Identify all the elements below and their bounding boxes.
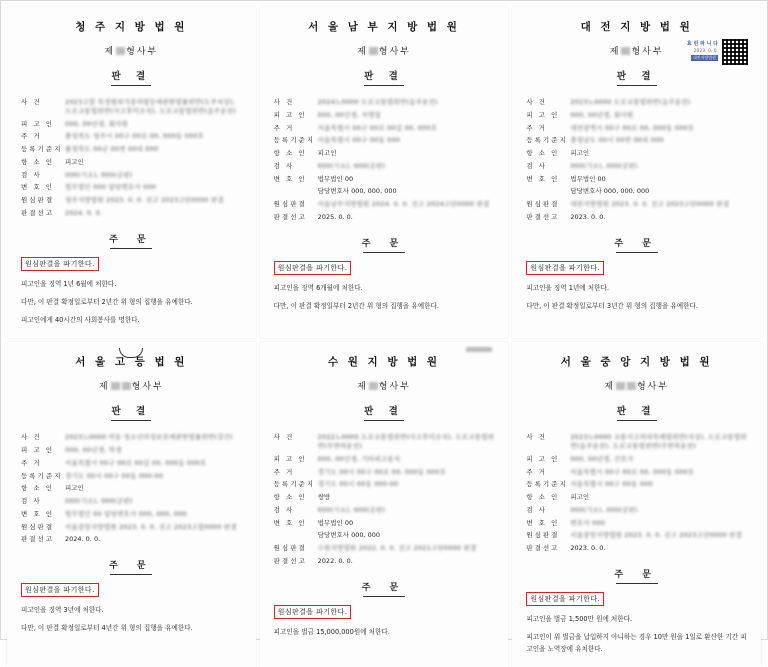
field-value: 000(기소), 000(공판)	[317, 505, 386, 514]
field-value: 000(기소), 000(공판)	[65, 497, 133, 506]
order-rule	[616, 252, 658, 253]
redacted-block	[111, 382, 120, 390]
field-value: 2023. 0. 0.	[570, 212, 606, 221]
field-value: 000, 00년생, 간호사	[570, 454, 634, 463]
division-name: 제 형사부	[357, 382, 411, 393]
field-row	[526, 213, 747, 222]
field-label: 피 고 인	[526, 454, 560, 463]
field-value: 000(기소), 000(공판)	[570, 505, 638, 514]
field-row	[526, 98, 747, 107]
field-row	[526, 162, 747, 171]
field-label: 등록기준지	[21, 471, 63, 480]
field-value: 2024노0000 도로교통법위반(음주운전)	[317, 98, 438, 106]
field-label: 피 고 인	[273, 110, 307, 119]
field-row	[274, 544, 495, 553]
field-label: 항 소 인	[526, 493, 560, 502]
highlighted-ruling: 원심판결을 파기한다.	[274, 261, 352, 275]
field-value: 2024. 0. 0.	[65, 535, 101, 544]
order-rule	[110, 248, 152, 249]
redacted-header-mark	[466, 347, 492, 352]
field-value: 법무법인 000 담당변호사 000	[65, 183, 157, 192]
field-label: 등록기준지	[21, 145, 63, 154]
document-card-4[interactable]	[7, 342, 256, 667]
field-label: 피 고 인	[526, 110, 560, 119]
order-rule	[616, 583, 658, 584]
field-row	[21, 535, 242, 544]
field-value: 000, 00년생, 회사원	[65, 119, 129, 128]
field-value: 변호사 000	[570, 518, 606, 527]
field-value: 000, 00년생, 기타피고용자	[317, 454, 401, 463]
field-row	[21, 158, 242, 167]
redacted-block	[116, 47, 125, 55]
title-rule	[617, 85, 657, 86]
title-rule	[364, 420, 404, 421]
field-value: 서울특별시 00구 00동 000	[570, 480, 653, 489]
ruling-paragraph: 피고인을 징역 1년에 처한다.	[526, 283, 609, 292]
field-row	[21, 183, 242, 192]
court-name: 대 전 지 방 법 원	[580, 21, 693, 33]
field-row	[21, 446, 242, 455]
redacted-block	[616, 382, 625, 390]
order-rule	[363, 596, 405, 597]
field-label: 변 호 인	[21, 509, 54, 518]
field-value: 청주지방법원 2023. 0. 0. 선고 2023고단0000 판결	[65, 196, 224, 205]
field-label: 사 건	[21, 98, 42, 106]
field-row	[526, 480, 747, 489]
field-value: 서울특별시 00구 00동 000	[317, 136, 401, 145]
field-row	[21, 510, 242, 519]
field-value: 충청북도 00군 00면 00리 000	[65, 145, 159, 154]
field-value: 2023노0000 아동·청소년의성보호에관한법률위반(강간)	[65, 433, 233, 442]
field-label: 피 고 인	[273, 454, 307, 463]
field-label: 주 거	[526, 123, 547, 132]
field-value: 법무법인 00	[317, 174, 354, 183]
field-label: 항 소 인	[21, 484, 54, 493]
field-list	[274, 433, 495, 565]
ruling-paragraph: 피고인이 위 벌금을 납입하지 아니하는 경우 10만 원을 1일로 환산한 기간 피고인을 노역장에 유치한다.	[526, 633, 747, 654]
field-list	[526, 98, 747, 222]
division-name: 제 형사부	[104, 47, 159, 57]
field-value: 2024. 0. 0.	[65, 208, 103, 217]
field-label: 원심판결	[526, 531, 560, 540]
field-value: 경기도 00시 00구 00로 00, 000동 000호	[317, 467, 447, 476]
field-value: 피고인	[65, 484, 84, 493]
ruling-paragraph: 피고인을 징역 3년에 처한다.	[21, 606, 104, 615]
field-value: 000(기소), 000(공판)	[570, 161, 638, 170]
field-label: 검 사	[273, 161, 295, 170]
document-grid	[7, 7, 761, 654]
field-label: 검 사	[273, 505, 295, 514]
field-row	[526, 200, 747, 209]
field-value: 서울특별시 00구 00로 00길 00, 000호	[317, 123, 438, 132]
order-heading: 주 문	[361, 238, 407, 249]
field-value: 피고인	[317, 149, 337, 158]
field-label: 판결선고	[21, 208, 55, 217]
field-label: 주 거	[526, 467, 547, 476]
field-label: 검 사	[21, 497, 42, 506]
field-label: 변 호 인	[273, 518, 307, 527]
field-row	[274, 455, 495, 464]
field-label: 검 사	[21, 170, 42, 179]
field-row	[274, 200, 495, 209]
field-label: 변 호 인	[21, 183, 54, 192]
field-row	[526, 519, 747, 528]
field-value: 서울중앙지방법원 2023. 0. 0. 선고 2023고단0000 판결	[570, 531, 743, 540]
field-row	[526, 455, 747, 464]
court-name: 청 주 지 방 법 원	[75, 21, 188, 33]
field-value: 법무법인 00	[317, 518, 354, 527]
field-row	[274, 98, 495, 107]
highlighted-ruling: 원심판결을 파기한다.	[526, 261, 604, 275]
judgment-title: 판 결	[616, 406, 657, 418]
field-value: 000, 00년생, 학생	[65, 445, 122, 454]
field-row	[274, 187, 495, 196]
field-value: 000, 00년생, 자영업	[317, 110, 381, 119]
order-heading: 주 문	[361, 582, 407, 593]
field-label: 사 건	[21, 433, 42, 442]
field-row	[526, 124, 747, 133]
field-row	[21, 209, 242, 218]
field-label: 사 건	[273, 433, 295, 442]
field-value: 피고인	[65, 157, 84, 166]
seal-line-1: 효 린 파 니 다	[686, 41, 718, 47]
redacted-block	[369, 47, 378, 55]
title-rule	[111, 420, 151, 421]
field-row	[274, 162, 495, 171]
field-label: 등록기준지	[526, 480, 568, 489]
field-row	[21, 120, 242, 129]
field-label: 판결선고	[526, 544, 560, 553]
field-label: 주 거	[21, 458, 42, 467]
field-label: 등록기준지	[273, 480, 316, 489]
field-value: 피고인	[570, 493, 590, 502]
field-row	[526, 506, 747, 515]
title-rule	[111, 85, 151, 86]
seal-line-2: 2023. 0. 0.	[693, 48, 718, 54]
seal-text	[683, 41, 718, 63]
field-row	[21, 472, 242, 481]
field-row	[526, 531, 747, 540]
field-label: 검 사	[526, 505, 547, 514]
field-row	[274, 433, 495, 451]
field-value: 수원지방법원 2022. 0. 0. 선고 2021고단0000 판결	[317, 544, 477, 553]
field-label: 원심판결	[21, 522, 55, 531]
field-value: 2025. 0. 0.	[317, 212, 353, 221]
judgment-title: 판 결	[111, 71, 152, 82]
title-rule	[617, 420, 657, 421]
field-row	[526, 544, 747, 553]
field-value: 2023고합 특정범죄가중처벌등에관한법률위반(도주치상), 도로교통법위반(사고후미조치), 도로교통법위반(음주운전)	[65, 98, 236, 115]
field-list	[526, 433, 747, 553]
field-value: 000, 00년생, 회사원	[570, 110, 634, 119]
order-rule	[363, 252, 405, 253]
division-name: 제 형사부	[609, 47, 664, 57]
field-value: 충청북도 청주시 00구 00로 00, 000동 000호	[65, 132, 205, 141]
field-value: 대전지방법원 2023. 0. 0. 선고 2023고단0000 판결	[570, 200, 730, 209]
field-row	[274, 493, 495, 502]
field-row	[526, 111, 747, 120]
field-label: 판결선고	[526, 212, 560, 221]
field-value: 2023노0000 교통사고처리특례법위반(치상), 도로교통법위반(음주운전), 도로교통법위반(무면허운전)	[570, 433, 747, 450]
field-value: 담당변호사 000, 000	[317, 531, 381, 540]
court-name: 서 울 중 앙 지 방 법 원	[560, 356, 713, 369]
document-card-2[interactable]	[260, 7, 509, 338]
field-row	[526, 136, 747, 145]
field-row	[274, 480, 495, 489]
document-card-5[interactable]	[260, 342, 509, 667]
qr-code-icon	[721, 38, 749, 66]
redacted-block	[122, 382, 131, 390]
field-row	[526, 175, 747, 184]
field-label: 원심판결	[273, 200, 307, 209]
field-value: 법무법인 00 담당변호사 000, 000, 000	[65, 509, 187, 518]
field-row	[274, 531, 495, 540]
document-card-6[interactable]	[512, 342, 761, 667]
ruling-paragraph: 피고인을 징역 1년 6월에 처한다.	[21, 279, 117, 288]
division-name: 제 형사부	[98, 382, 164, 393]
field-label: 원심판결	[21, 196, 55, 205]
field-value: 2023. 0. 0.	[570, 544, 606, 553]
division-name: 제 형사부	[604, 382, 670, 393]
field-row	[21, 497, 242, 506]
field-value: 담당변호사 000, 000, 000	[570, 187, 650, 196]
field-value: 법무법인 00	[570, 174, 606, 183]
court-name: 수 원 지 방 법 원	[327, 356, 441, 369]
field-row	[526, 468, 747, 477]
order-rule	[110, 574, 152, 575]
judgment-title: 판 결	[364, 406, 404, 418]
field-value: 서울중앙지방법원 2023. 0. 0. 선고 2023고합0000 판결	[65, 522, 237, 531]
field-row	[274, 124, 495, 133]
field-label: 변 호 인	[526, 174, 560, 183]
judgment-title: 판 결	[616, 71, 657, 82]
ruling-paragraph: 피고인을 벌금 15,000,000원에 처한다.	[273, 627, 390, 636]
field-label: 항 소 인	[273, 149, 307, 158]
field-row	[21, 98, 242, 116]
title-rule	[364, 85, 404, 86]
order-heading: 주 문	[109, 234, 154, 245]
field-label: 판결선고	[273, 556, 307, 565]
field-label: 변 호 인	[273, 174, 307, 183]
field-label: 주 거	[273, 123, 295, 132]
field-value: 2022. 0. 0.	[317, 556, 353, 565]
ruling-paragraph: 다만, 이 판결 확정일부터 2년간 위 형의 집행을 유예한다.	[273, 301, 439, 310]
field-value: 서울특별시 00구 00로 00길 00, 000동 000호	[65, 458, 207, 467]
redacted-block	[369, 382, 378, 390]
ruling-paragraph: 피고인을 징역 6개월에 처한다.	[273, 283, 363, 292]
field-label: 사 건	[526, 433, 547, 442]
field-row	[21, 433, 242, 442]
ruling-paragraph: 피고인에게 40시간의 사회봉사를 명한다.	[21, 316, 140, 325]
field-value: 충청남도 00시 00면 00리 000	[570, 136, 664, 145]
field-value: 2023노0000 도로교통법위반(음주운전)	[570, 98, 691, 106]
order-heading: 주 문	[109, 561, 154, 572]
field-value: 서울특별시 00구 00로 00, 000동 000호	[570, 467, 695, 476]
field-value: 서울남부지방법원 2024. 0. 0. 선고 2024고단0000 판결	[317, 200, 490, 209]
field-label: 항 소 인	[526, 149, 560, 158]
highlighted-ruling: 원심판결을 파기한다.	[274, 605, 352, 619]
field-label: 원심판결	[526, 200, 560, 209]
field-value: 2022노0000 도로교통법위반(사고후미조치), 도로교통법위반(무면허운전)	[317, 433, 495, 450]
division-name: 제 형사부	[357, 47, 411, 57]
field-list	[21, 433, 242, 544]
document-card-1[interactable]	[7, 7, 256, 338]
field-row	[21, 145, 242, 154]
court-name: 서 울 남 부 지 방 법 원	[308, 21, 460, 33]
field-value: 경기도 00시 00구 00동 000-00	[65, 471, 164, 480]
field-label: 판결선고	[273, 212, 307, 221]
field-label: 피 고 인	[21, 119, 54, 128]
field-label: 등록기준지	[273, 136, 316, 145]
field-label: 항 소 인	[273, 493, 307, 502]
field-value: 쌍방	[317, 493, 331, 502]
field-row	[274, 506, 495, 515]
field-label: 변 호 인	[526, 518, 560, 527]
field-label: 검 사	[526, 161, 547, 170]
field-row	[526, 493, 747, 502]
field-row	[274, 213, 495, 222]
field-row	[526, 433, 747, 451]
order-heading: 주 문	[614, 569, 659, 580]
electronic-seal	[683, 37, 749, 67]
redacted-block	[627, 382, 636, 390]
ruling-paragraph: 피고인을 벌금 1,500만 원에 처한다.	[526, 614, 633, 623]
field-row	[21, 196, 242, 205]
field-row	[274, 468, 495, 477]
field-value: 대전광역시 00구 00로 00, 000동 000호	[570, 123, 695, 132]
field-row	[274, 175, 495, 184]
field-row	[21, 459, 242, 468]
ruling-paragraph: 다만, 이 판결 확정일로부터 3년간 위 형의 집행을 유예한다.	[526, 301, 698, 310]
field-label: 등록기준지	[526, 136, 568, 145]
highlighted-ruling: 원심판결을 파기한다.	[526, 592, 604, 606]
document-card-3[interactable]	[512, 7, 761, 338]
field-row	[274, 557, 495, 566]
highlighted-ruling: 원심판결을 파기한다.	[21, 257, 99, 271]
field-label: 항 소 인	[21, 157, 54, 166]
field-list	[21, 98, 242, 218]
field-row	[274, 136, 495, 145]
field-label: 주 거	[273, 467, 295, 476]
field-row	[21, 484, 242, 493]
field-label: 사 건	[526, 98, 547, 106]
redacted-block	[621, 47, 630, 55]
judgment-title: 판 결	[111, 406, 152, 418]
field-row	[21, 132, 242, 141]
court-name: 서 울 고 등 법 원	[75, 356, 188, 369]
field-value: 경기도 00시 00동 000-00	[317, 480, 399, 489]
field-label: 판결선고	[21, 535, 55, 544]
field-label: 원심판결	[273, 544, 307, 553]
field-value: 피고인	[570, 149, 590, 158]
field-row	[526, 187, 747, 196]
field-row	[526, 149, 747, 158]
ruling-paragraph: 다만, 이 판결 확정일로부터 4년간 위 형의 집행을 유예한다.	[21, 624, 193, 633]
field-label: 주 거	[21, 132, 42, 141]
judgment-title: 판 결	[364, 71, 404, 82]
field-row	[21, 171, 242, 180]
field-row	[274, 111, 495, 120]
highlighted-ruling: 원심판결을 파기한다.	[21, 583, 99, 597]
field-value: 000(기소), 000(공판)	[65, 170, 133, 179]
field-label: 피 고 인	[21, 445, 54, 454]
field-list	[274, 98, 495, 222]
order-heading: 주 문	[614, 238, 659, 249]
seal-line-3: 대전지방법원	[692, 55, 716, 61]
ruling-paragraph: 다만, 이 판결 확정일로부터 2년간 위 형의 집행을 유예한다.	[21, 297, 193, 306]
field-row	[21, 523, 242, 532]
field-row	[274, 149, 495, 158]
field-value: 000(기소), 000(공판)	[317, 161, 386, 170]
field-row	[274, 519, 495, 528]
field-label: 사 건	[273, 98, 295, 106]
field-value: 담당변호사 000, 000, 000	[317, 187, 397, 196]
